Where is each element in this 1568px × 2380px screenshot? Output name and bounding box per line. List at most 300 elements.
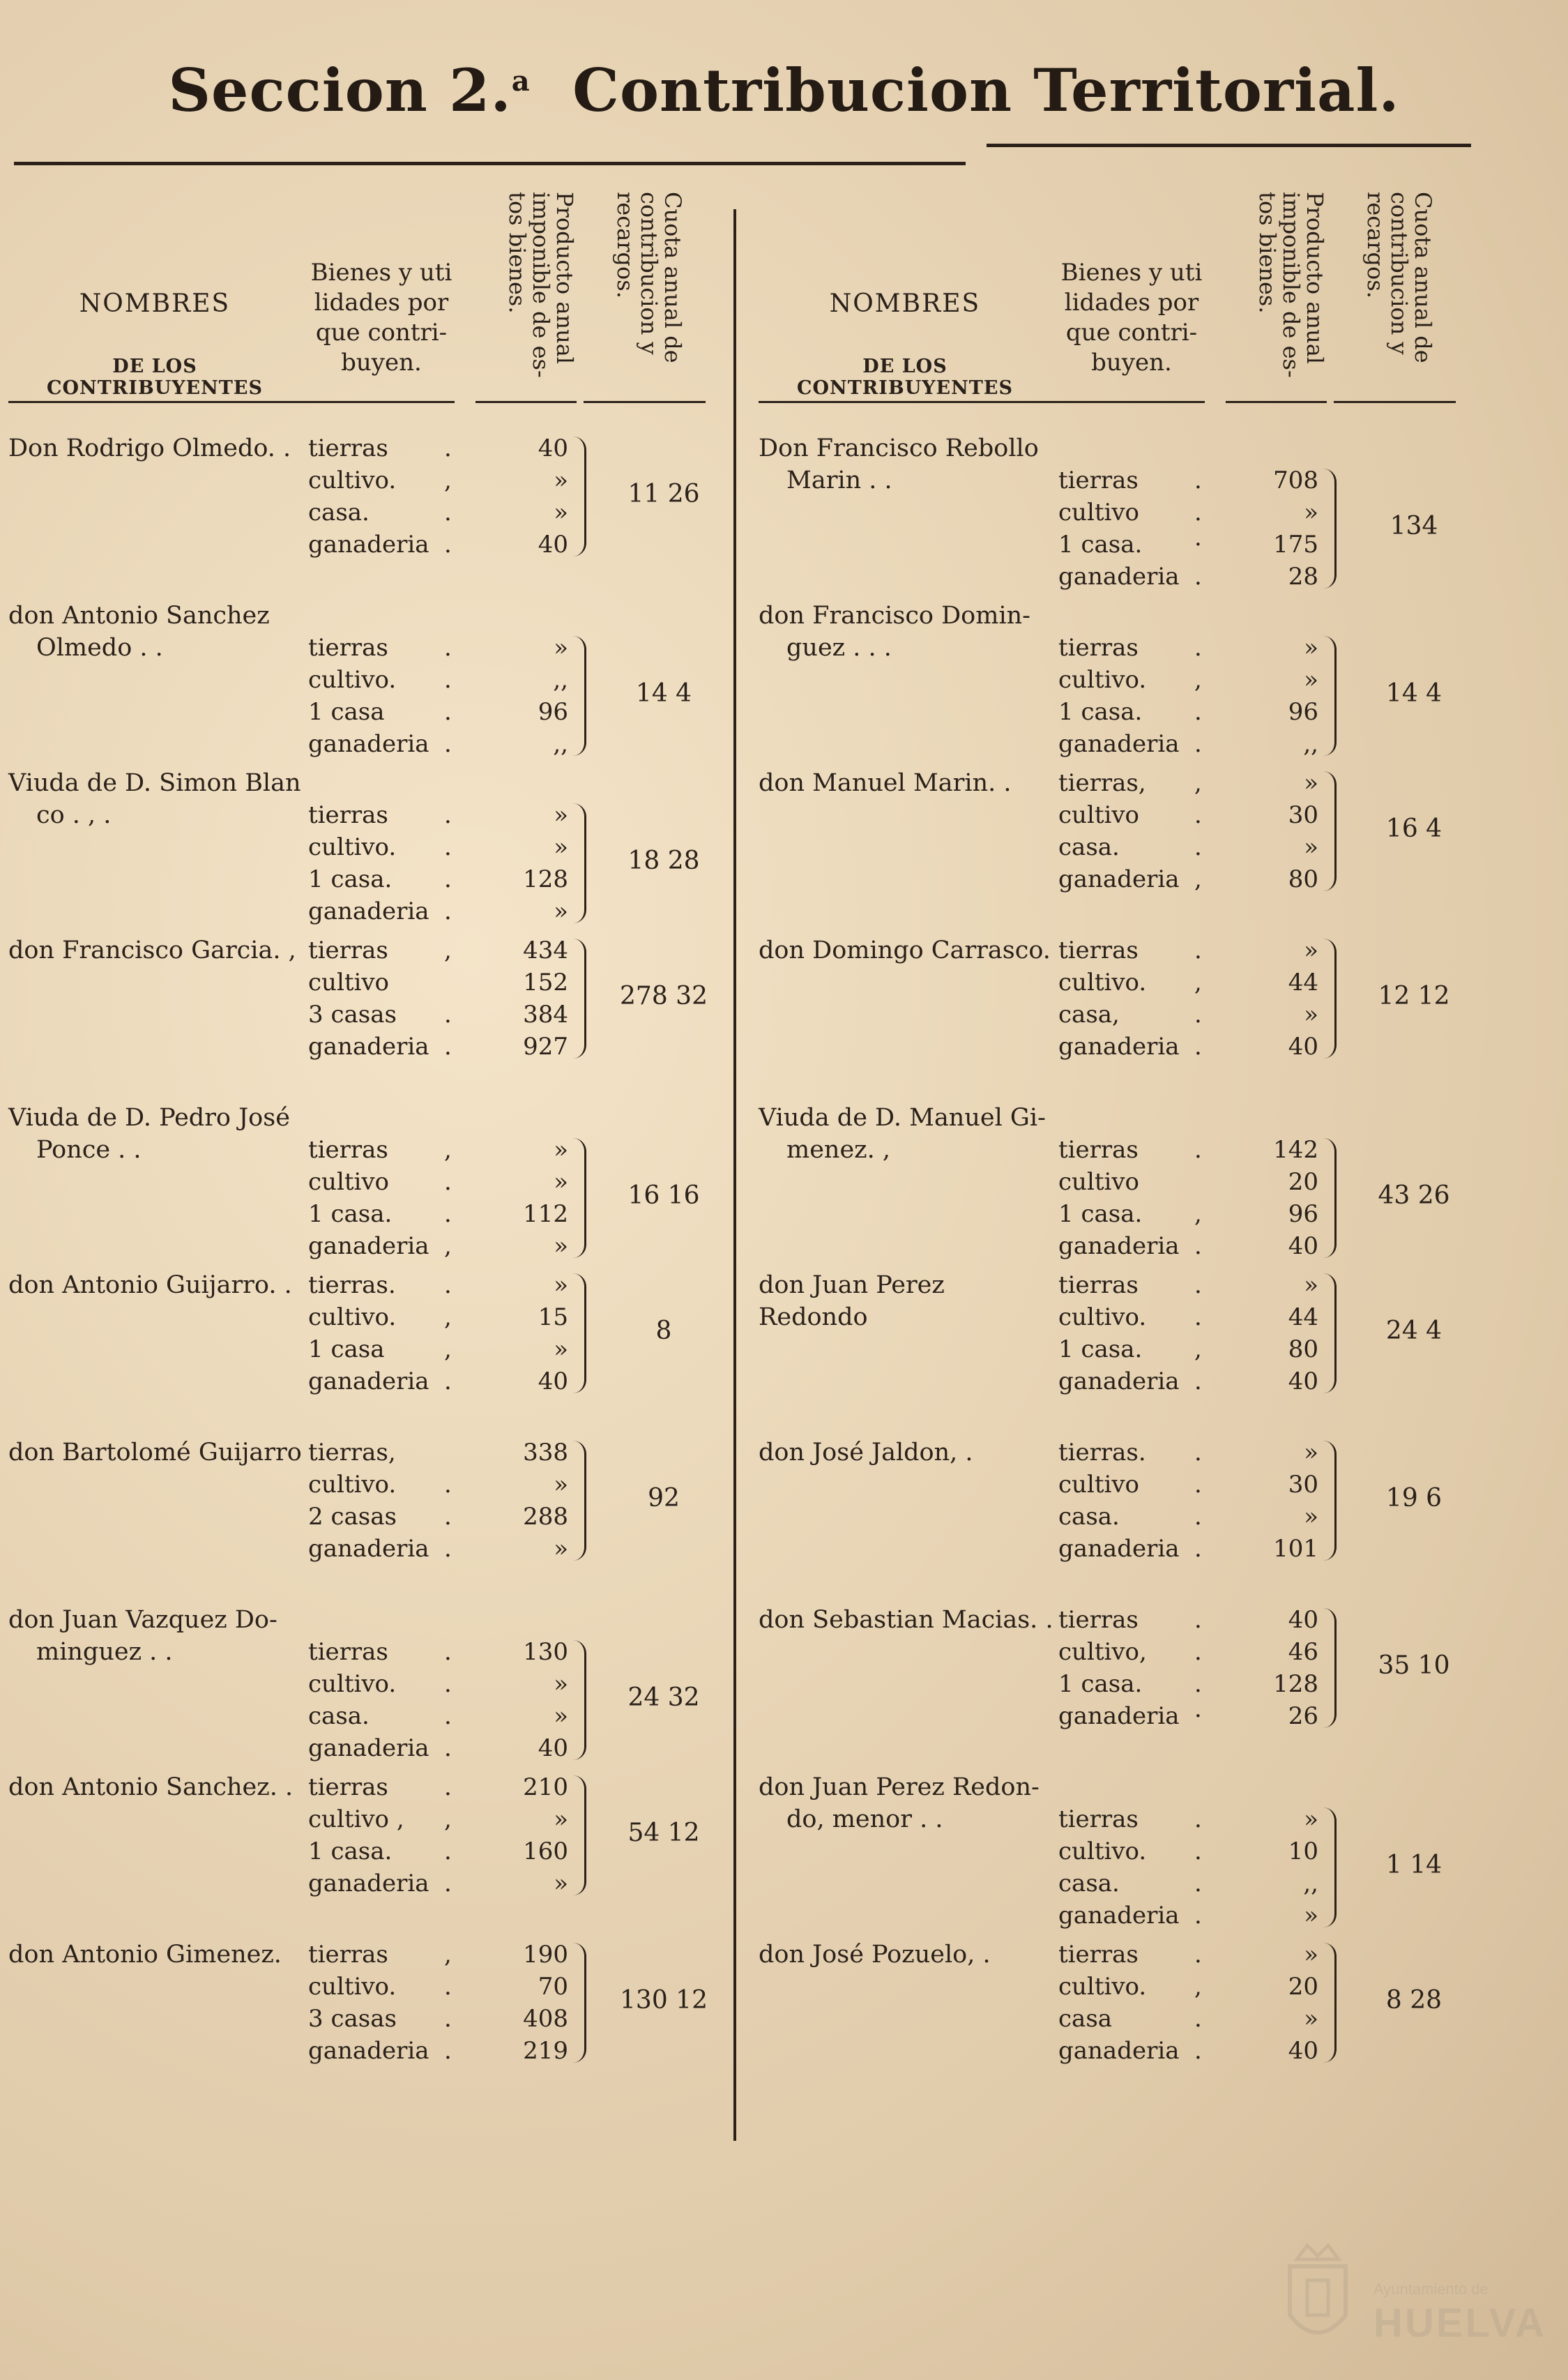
asset-value: » [554, 833, 568, 861]
group-brace [573, 939, 586, 1059]
asset-category: 3 casas [308, 2005, 397, 2033]
leader-mark: . [444, 499, 452, 526]
asset-value: 40 [1288, 1367, 1318, 1395]
asset-category: ganaderia [1058, 1535, 1180, 1563]
asset-category: tierras [308, 1773, 388, 1801]
annual-quota: 1 14 [1385, 1851, 1443, 1879]
annual-quota: 14 4 [635, 679, 692, 708]
asset-row [308, 1333, 580, 1365]
annual-quota: 24 4 [1385, 1317, 1443, 1345]
asset-row [1058, 2035, 1330, 2067]
asset-category: casa [1058, 2005, 1113, 2033]
asset-list [1058, 934, 1330, 1063]
leader-mark: . [1194, 730, 1202, 758]
contributor-entry [759, 767, 1491, 934]
leader-mark: , [444, 1136, 452, 1164]
asset-list [308, 1636, 580, 1764]
asset-row [1058, 1971, 1330, 2003]
header-rule [584, 401, 706, 403]
asset-row [308, 464, 580, 497]
asset-category: 2 casas [308, 1503, 397, 1531]
annual-quota: 92 [648, 1484, 680, 1513]
asset-value: » [1304, 1271, 1318, 1299]
leader-mark: , [444, 1805, 452, 1833]
asset-value: 210 [523, 1773, 568, 1801]
asset-category: cultivo [1058, 1168, 1140, 1196]
asset-category: cultivo. [1058, 1973, 1147, 2001]
asset-value: » [554, 1870, 568, 1897]
asset-category: cultivo [1058, 1471, 1140, 1499]
contributor-entry [8, 432, 740, 600]
asset-category: ganaderia [308, 1870, 429, 1897]
contributor-name-line: guez . . . [786, 634, 892, 662]
asset-value: 708 [1273, 467, 1318, 494]
asset-category: tierras [308, 1941, 388, 1969]
asset-category: ganaderia [1058, 2037, 1180, 2065]
leader-mark: , [1194, 969, 1202, 996]
asset-value: 338 [523, 1439, 568, 1466]
asset-category: 1 casa. [308, 1837, 393, 1865]
asset-category: ganaderia [1058, 1702, 1180, 1730]
left-header [8, 167, 740, 397]
asset-row [1058, 728, 1330, 760]
contributor-name [759, 432, 1058, 497]
asset-value: 40 [538, 1367, 568, 1395]
leader-mark: . [444, 1773, 452, 1801]
asset-value: 40 [1288, 1606, 1318, 1634]
asset-list [308, 1771, 580, 1900]
asset-category: tierras [1058, 1941, 1139, 1969]
contributor-entry [8, 1437, 740, 1604]
asset-category: cultivo. [308, 1973, 397, 2001]
leader-mark: . [1194, 1033, 1202, 1061]
contributor-name [759, 1939, 1058, 1971]
asset-value: 101 [1273, 1535, 1318, 1563]
leader-mark: . [444, 1535, 452, 1563]
contributor-name-line: don Antonio Guijarro. . [8, 1271, 292, 1299]
asset-value: » [1304, 1902, 1318, 1930]
contributor-entry [8, 1269, 740, 1437]
asset-category: cultivo. [1058, 1303, 1147, 1331]
leader-mark: . [444, 1271, 452, 1299]
group-brace [1323, 1138, 1337, 1258]
asset-value: » [554, 897, 568, 925]
asset-list [308, 1134, 580, 1262]
leader-mark: . [444, 634, 452, 662]
leader-mark: , [1194, 666, 1202, 694]
asset-category: tierras, [1058, 769, 1146, 797]
leader-mark: , [444, 937, 452, 964]
asset-row [308, 1835, 580, 1867]
leader-mark: . [444, 801, 452, 829]
asset-row [308, 999, 580, 1031]
asset-list [1058, 1604, 1330, 1732]
title-main: Seccion 2. [168, 56, 512, 125]
asset-row [308, 497, 580, 529]
annual-quota: 16 16 [627, 1181, 700, 1210]
asset-value: ,, [553, 666, 568, 694]
asset-category: ganaderia [308, 1033, 429, 1061]
contributor-name [8, 1102, 308, 1166]
asset-value: » [1304, 1805, 1318, 1833]
leader-mark: . [1194, 1902, 1202, 1930]
asset-value: » [554, 1670, 568, 1698]
contributor-name [8, 600, 308, 664]
asset-row [1058, 632, 1330, 664]
asset-category: tierras [1058, 1136, 1139, 1164]
asset-value: » [554, 1136, 568, 1164]
asset-list [1058, 767, 1330, 895]
asset-category: cultivo, [1058, 1638, 1147, 1666]
asset-value: 408 [523, 2005, 568, 2033]
contributor-name [8, 934, 308, 967]
leader-mark: . [444, 897, 452, 925]
header-bienes-line: buyen. [341, 349, 422, 377]
leader-mark: , [1194, 865, 1202, 893]
contributor-name [759, 934, 1058, 967]
asset-category: cultivo. [308, 1303, 397, 1331]
asset-row [308, 1198, 580, 1230]
asset-category: 1 casa. [1058, 698, 1143, 726]
group-brace [1323, 1608, 1337, 1728]
asset-value: 40 [538, 531, 568, 559]
asset-row [1058, 1835, 1330, 1867]
asset-category: ganaderia [308, 897, 429, 925]
contributor-name [759, 1437, 1058, 1469]
contributor-name-line: minguez . . [36, 1638, 173, 1666]
header-cuota: Cuota anual de contribucion y recargos. [1362, 192, 1436, 363]
asset-row [308, 1700, 580, 1732]
annual-quota: 278 32 [620, 982, 708, 1010]
asset-row [1058, 1437, 1330, 1469]
right-column [759, 167, 1491, 2259]
asset-list [308, 1437, 580, 1565]
contributor-entry [8, 934, 740, 1102]
asset-value: 10 [1288, 1837, 1318, 1865]
leader-mark: , [444, 1232, 452, 1260]
asset-value: » [1304, 1439, 1318, 1466]
asset-value: 927 [523, 1033, 568, 1061]
leader-mark: . [1194, 1303, 1202, 1331]
group-brace [1323, 1807, 1337, 1927]
asset-category: cultivo , [308, 1805, 404, 1833]
asset-row [308, 1166, 580, 1198]
leader-mark: . [444, 730, 452, 758]
group-brace [1323, 469, 1337, 589]
left-column [8, 167, 740, 2259]
annual-quota: 19 6 [1385, 1484, 1443, 1513]
asset-category: cultivo. [308, 833, 397, 861]
asset-category: 1 casa. [1058, 1335, 1143, 1363]
contributor-name-line: don Manuel Marin. . [759, 769, 1012, 797]
leader-mark: . [444, 1168, 452, 1196]
asset-value: 142 [1273, 1136, 1318, 1164]
asset-value: ,, [553, 730, 568, 758]
leader-mark: . [1194, 563, 1202, 591]
asset-value: » [1304, 937, 1318, 964]
asset-category: 1 casa [308, 698, 385, 726]
asset-value: 44 [1288, 1303, 1318, 1331]
group-brace [573, 1273, 586, 1393]
contributor-name-line: don Juan Vazquez Do- [8, 1606, 277, 1634]
contributor-name-line: don Antonio Sanchez. . [8, 1773, 294, 1801]
contributor-entry [759, 1437, 1491, 1604]
group-brace [1323, 939, 1337, 1059]
page-title [0, 56, 1568, 139]
asset-value: 384 [523, 1001, 568, 1029]
asset-category: tierras. [308, 1271, 396, 1299]
leader-mark: , [444, 1303, 452, 1331]
asset-category: cultivo [308, 1168, 390, 1196]
asset-value: 28 [1288, 563, 1318, 591]
contributor-name-line: Viuda de D. Simon Blan [8, 769, 301, 797]
asset-value: 40 [1288, 1033, 1318, 1061]
contributor-name-line: Olmedo . . [36, 634, 163, 662]
leader-mark: . [1194, 833, 1202, 861]
header-rule [1226, 401, 1327, 403]
contributor-name-line: don Juan Perez Redon- [759, 1773, 1040, 1801]
asset-row [1058, 1501, 1330, 1533]
contributor-name [8, 1771, 308, 1803]
asset-row [1058, 1803, 1330, 1835]
group-brace [573, 437, 586, 556]
asset-list [308, 1269, 580, 1397]
header-bienes [301, 258, 462, 378]
leader-mark: . [1194, 1232, 1202, 1260]
asset-row [308, 1031, 580, 1063]
leader-mark: . [1194, 499, 1202, 526]
asset-row [1058, 696, 1330, 728]
contributor-name-line: menez. , [786, 1136, 890, 1164]
leader-mark: . [444, 1638, 452, 1666]
leader-mark: . [444, 2005, 452, 2033]
asset-category: 1 casa. [1058, 1670, 1143, 1698]
title-rule-right [987, 144, 1471, 147]
asset-value: » [554, 467, 568, 494]
asset-row [308, 696, 580, 728]
annual-quota: 43 26 [1378, 1181, 1450, 1210]
asset-row [1058, 1166, 1330, 1198]
asset-category: casa, [1058, 1001, 1120, 1029]
contributor-name-line: Don Francisco Rebollo [759, 434, 1039, 462]
asset-category: ganaderia [308, 1734, 429, 1762]
asset-row [1058, 2003, 1330, 2035]
asset-row [308, 632, 580, 664]
asset-row [1058, 1365, 1330, 1397]
asset-row [1058, 799, 1330, 831]
contributor-name [8, 1939, 308, 1971]
asset-row [308, 2003, 580, 2035]
contributor-entry [759, 600, 1491, 767]
asset-value: » [554, 1702, 568, 1730]
group-brace [1323, 636, 1337, 756]
asset-row [1058, 529, 1330, 561]
annual-quota: 12 12 [1378, 982, 1450, 1010]
asset-row [1058, 464, 1330, 497]
contributor-name [8, 1437, 308, 1469]
leader-mark: . [1194, 1638, 1202, 1666]
asset-row [1058, 1939, 1330, 1971]
asset-category: ganaderia [308, 531, 429, 559]
annual-quota: 18 28 [627, 847, 700, 875]
asset-value: 80 [1288, 865, 1318, 893]
asset-row [308, 934, 580, 967]
asset-category: ganaderia [1058, 1033, 1180, 1061]
asset-category: cultivo [1058, 499, 1140, 526]
contributor-entry [759, 1771, 1491, 1939]
asset-category: ganaderia [308, 1367, 429, 1395]
contributor-name-line: Viuda de D. Manuel Gi- [759, 1104, 1046, 1132]
asset-value: 434 [523, 937, 568, 964]
contributor-name-line: don Sebastian Macias. . [759, 1606, 1053, 1634]
contributor-name-line: don Antonio Gimenez. [8, 1941, 282, 1969]
leader-mark: . [444, 1837, 452, 1865]
asset-list [1058, 1134, 1330, 1262]
asset-row [1058, 1900, 1330, 1932]
group-brace [573, 1640, 586, 1760]
leader-mark: , [1194, 1973, 1202, 2001]
leader-mark: . [444, 1200, 452, 1228]
leader-mark: . [444, 1033, 452, 1061]
asset-row [308, 1668, 580, 1700]
contributor-name-line: Marin . . [786, 467, 892, 494]
annual-quota: 130 12 [620, 1986, 708, 2015]
leader-mark: . [444, 865, 452, 893]
leader-mark: . [444, 434, 452, 462]
asset-list [1058, 464, 1330, 593]
contributor-name [759, 767, 1058, 799]
group-brace [573, 1138, 586, 1258]
asset-row [1058, 1134, 1330, 1166]
header-bienes [1051, 258, 1212, 378]
header-bienes-line: Bienes y uti [1060, 259, 1203, 287]
group-brace [1323, 771, 1337, 891]
contributor-entry [759, 934, 1491, 1102]
asset-value: 152 [523, 969, 568, 996]
asset-row [1058, 1469, 1330, 1501]
asset-value: 46 [1288, 1638, 1318, 1666]
asset-value: 160 [523, 1837, 568, 1865]
header-bienes-line: que contri- [315, 319, 448, 347]
asset-row [308, 2035, 580, 2067]
asset-value: » [1304, 666, 1318, 694]
leader-mark: . [444, 833, 452, 861]
asset-row [1058, 1230, 1330, 1262]
asset-value: 96 [538, 698, 568, 726]
asset-row [1058, 863, 1330, 895]
asset-category: cultivo [308, 969, 390, 996]
leader-mark: . [1194, 1367, 1202, 1395]
asset-value: » [1304, 1503, 1318, 1531]
asset-row [1058, 1604, 1330, 1636]
contributor-entry [8, 600, 740, 767]
group-brace [573, 1441, 586, 1561]
header-producto: Producto anual imponible de es- tos bienes. [1254, 192, 1328, 378]
contributor-entry [759, 432, 1491, 600]
group-brace [573, 1943, 586, 2063]
annual-quota: 54 12 [627, 1819, 700, 1847]
leader-mark: . [1194, 1805, 1202, 1833]
contributor-name [8, 432, 308, 464]
asset-value: » [554, 1471, 568, 1499]
asset-value: » [1304, 769, 1318, 797]
leader-mark: . [1194, 1271, 1202, 1299]
asset-row [1058, 999, 1330, 1031]
leader-mark: . [1194, 2037, 1202, 2065]
contributor-name [759, 600, 1058, 664]
asset-category: ganaderia [1058, 1367, 1180, 1395]
leader-mark: . [444, 1367, 452, 1395]
contributor-name-line: co . , . [36, 801, 112, 829]
asset-list [308, 934, 580, 1063]
asset-value: » [1304, 2005, 1318, 2033]
asset-category: ganaderia [308, 730, 429, 758]
annual-quota: 8 28 [1385, 1986, 1443, 2015]
asset-value: » [554, 1271, 568, 1299]
asset-value: 175 [1273, 531, 1318, 559]
leader-mark: . [1194, 698, 1202, 726]
asset-list [1058, 632, 1330, 760]
asset-category: ganaderia [1058, 1232, 1180, 1260]
asset-category: cultivo. [308, 1670, 397, 1698]
asset-list [308, 1939, 580, 2067]
asset-category: tierras [308, 1638, 388, 1666]
asset-value: 219 [523, 2037, 568, 2065]
asset-category: tierras [308, 1136, 388, 1164]
leader-mark: . [444, 531, 452, 559]
asset-category: cultivo. [308, 467, 397, 494]
leader-mark: , [1194, 1200, 1202, 1228]
leader-mark: . [1194, 634, 1202, 662]
leader-mark: · [1194, 531, 1202, 559]
leader-mark: . [1194, 1670, 1202, 1698]
asset-category: casa. [1058, 833, 1120, 861]
asset-value: » [554, 1168, 568, 1196]
asset-value: 288 [523, 1503, 568, 1531]
asset-row [308, 1365, 580, 1397]
asset-row [1058, 1333, 1330, 1365]
leader-mark: . [444, 698, 452, 726]
asset-row [1058, 1636, 1330, 1668]
header-producto: Producto anual imponible de es- tos bienes. [504, 192, 578, 378]
header-bienes-line: buyen. [1091, 349, 1172, 377]
contributor-name [759, 1269, 1058, 1333]
contributor-name-line: don Bartolomé Guijarro [8, 1439, 302, 1466]
asset-value: 190 [523, 1941, 568, 1969]
asset-category: cultivo [1058, 801, 1140, 829]
asset-row [1058, 1533, 1330, 1565]
asset-row [308, 1803, 580, 1835]
contributor-entry [8, 767, 740, 934]
asset-category: 1 casa. [1058, 1200, 1143, 1228]
header-nombres: NOMBRES [79, 289, 231, 318]
asset-row [308, 1269, 580, 1301]
asset-category: ganaderia [1058, 730, 1180, 758]
asset-value: ,, [1303, 730, 1318, 758]
contributor-name-line: don José Pozuelo, . [759, 1941, 991, 1969]
asset-row [308, 967, 580, 999]
asset-value: 40 [538, 1734, 568, 1762]
asset-value: 30 [1288, 801, 1318, 829]
asset-value: » [554, 1232, 568, 1260]
asset-category: ganaderia [308, 1232, 429, 1260]
leader-mark: . [1194, 1001, 1202, 1029]
asset-row [1058, 1269, 1330, 1301]
asset-value: 15 [538, 1303, 568, 1331]
asset-value: 40 [538, 434, 568, 462]
group-brace [1323, 1943, 1337, 2063]
contributor-entry [759, 1102, 1491, 1269]
